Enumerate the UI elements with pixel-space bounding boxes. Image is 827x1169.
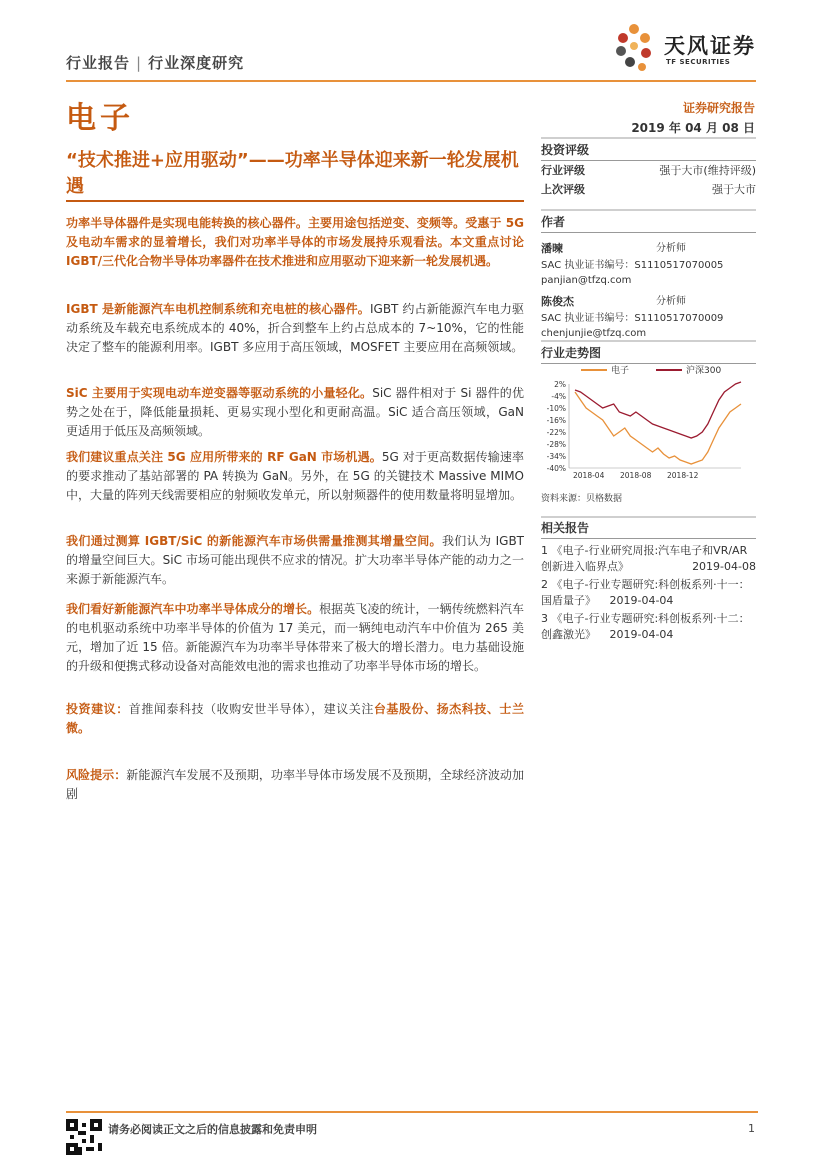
recommended-stocks: 台基股份、扬杰科技、士兰微。 <box>66 702 524 735</box>
logo-text-cn: 天风证券 <box>664 34 756 58</box>
paragraph-lead: 我们看好新能源汽车中功率半导体成分的增长。 <box>66 602 320 616</box>
igbt-paragraph <box>66 300 524 357</box>
sac-label: SAC 执业证书编号： <box>541 260 635 271</box>
company-logo <box>612 20 762 76</box>
analyst-name: 陈俊杰 <box>541 295 574 308</box>
logo-text-en: TF SECURITIES <box>666 58 731 66</box>
related-date: 2019-04-08 <box>692 560 756 573</box>
y-tick-label: -34% <box>546 452 566 461</box>
paragraph-lead: 我们建议重点关注 5G 应用所带来的 RF GaN 市场机遇。 <box>66 450 382 464</box>
trend-chart <box>541 362 756 490</box>
paragraph-body: IGBT 约占新能源汽车电力驱动系统及车载充电系统成本的 40%，折合到整车上约占总成本的 7~10%，它的性能决定了整车的能源利用率。IGBT 多应用于高压领域，MOSFET 主要应用在高频领域。 <box>66 302 525 354</box>
sac-number: S1110517070009 <box>634 313 724 324</box>
related-date: 2019-04-04 <box>609 594 674 607</box>
investment-advice <box>66 700 524 738</box>
related-title: 3 《电子-行业专题研究:科创板系列·十二：创鑫激光》 <box>541 612 750 641</box>
report-title: “技术推进+应用驱动”——功率半导体迎来新一轮发展机遇 <box>66 150 519 197</box>
header-rule <box>66 80 756 82</box>
y-tick-label: -40% <box>546 464 566 473</box>
sac-label: SAC 执业证书编号： <box>541 313 635 324</box>
analyst-card <box>541 239 756 288</box>
authors-box <box>541 213 756 341</box>
series-line <box>575 382 741 438</box>
footer-rule <box>66 1111 758 1113</box>
report-category <box>66 52 244 73</box>
y-tick-label: -16% <box>546 416 566 425</box>
paragraph-lead: 我们通过测算 IGBT/SiC 的新能源汽车市场供需量推测其增量空间。 <box>66 534 442 548</box>
sidebar-band <box>541 209 756 211</box>
report-type: 证券研究报告 <box>682 101 755 115</box>
analyst-email[interactable]: chenjunjie@tfzq.com <box>541 328 647 339</box>
related-box <box>541 520 756 643</box>
y-tick-label: -10% <box>546 404 566 413</box>
rating-value: 强于大市 <box>712 183 756 196</box>
growth-paragraph <box>66 600 524 676</box>
trend-box <box>541 344 756 364</box>
sac-number: S1110517070005 <box>634 260 724 271</box>
x-tick-label: 2018-12 <box>667 471 699 480</box>
related-item[interactable] <box>541 577 756 609</box>
authors-heading: 作者 <box>541 213 756 233</box>
y-tick-label: -4% <box>551 392 566 401</box>
rating-key: 上次评级 <box>541 183 585 196</box>
analyst-email[interactable]: panjian@tfzq.com <box>541 275 632 286</box>
related-heading: 相关报告 <box>541 520 756 539</box>
paragraph-lead: 风险提示： <box>66 768 127 782</box>
chart-source: 资料来源：贝格数据 <box>541 494 623 504</box>
paragraph-body: 首推闻泰科技（收购安世半导体），建议关注 <box>128 702 374 716</box>
y-tick-label: -22% <box>546 428 566 437</box>
related-date: 2019-04-04 <box>609 628 674 641</box>
paragraph-lead: SiC 主要用于实现电动车逆变器等驱动系统的小量轻化。 <box>66 386 373 400</box>
market-estimate-paragraph <box>66 532 524 589</box>
category-label: 行业报告 <box>66 54 131 72</box>
paragraph-body: 5G 对于更高数据传输速率的要求推动了基站部署的 PA 转换为 GaN。另外，在 5G 的关键技术 Massive MIMO 中，大量的阵列天线需要相应的射频收发单元，所以射频器件的使用数量将明显增加。 <box>66 450 524 502</box>
analyst-role: 分析师 <box>656 296 686 307</box>
sector-title: 电子 <box>66 101 134 136</box>
analyst-name: 潘暕 <box>541 242 563 255</box>
rf-gan-paragraph <box>66 448 524 505</box>
sic-paragraph <box>66 384 524 441</box>
analyst-role: 分析师 <box>656 243 686 254</box>
related-title: 1 《电子-行业研究周报:汽车电子和VR/AR 创新进入临界点》 <box>541 544 748 573</box>
rating-heading: 投资评级 <box>541 141 756 161</box>
related-title: 2 《电子-行业专题研究:科创板系列·十一：国盾量子》 <box>541 578 750 607</box>
rating-value: 强于大市(维持评级) <box>659 164 756 177</box>
flower-logo-icon <box>612 20 662 76</box>
related-item[interactable] <box>541 611 756 643</box>
page-number: 1 <box>748 1122 755 1135</box>
analyst-card <box>541 292 756 341</box>
rating-key: 行业评级 <box>541 164 585 177</box>
category-separator: | <box>136 54 143 72</box>
x-tick-label: 2018-04 <box>573 471 605 480</box>
rating-box <box>541 141 756 199</box>
paragraph-body: SiC 器件相对于 Si 器件的优势之处在于，降低能量损耗、更易实现小型化和更耐高温。SiC 适合高压领域，GaN 更适用于低压及高频领域。 <box>66 386 524 438</box>
paragraph-body: 根据英飞凌的统计，一辆传统燃料汽车的电机驱动系统中功率半导体的价值为 17 美元，而一辆纯电动汽车中价值为 265 美元，增加了近 15 倍。新能源汽车为功率半导体带来了极大的增长潜力。电力基础设施的升级和便携式移动设备对高能效电池的需求也推动了功率半导体市场的增长。 <box>66 602 524 673</box>
paragraph-lead: 功率半导体器件是实现电能转换的核心器件。主要用途包括逆变、变频等。受惠于 5G 及电动车需求的显着增长，我们对功率半导体的市场发展持乐观看法。本文重点讨论 IGBT/三代化合物半导体功率器件在技术推进和应用驱动下迎来新一轮发展机遇。 <box>66 216 524 268</box>
risk-notice <box>66 766 524 804</box>
sidebar-band <box>541 137 756 139</box>
legend-label: 电子 <box>611 366 630 376</box>
title-rule <box>66 200 524 202</box>
paragraph-lead: IGBT 是新能源汽车电机控制系统和充电桩的核心器件。 <box>66 302 370 316</box>
legend-label: 沪深300 <box>686 366 722 376</box>
subcategory-label: 行业深度研究 <box>148 54 245 72</box>
related-item[interactable] <box>541 543 756 575</box>
paragraph-body: 我们认为 IGBT 的增量空间巨大。SiC 市场可能出现供不应求的情况。扩大功率半导体产能的动力之一来源于新能源汽车。 <box>66 534 525 586</box>
rating-row <box>541 161 756 180</box>
series-line <box>575 392 741 464</box>
y-tick-label: -28% <box>546 440 566 449</box>
sidebar-band <box>541 340 756 342</box>
paragraph-body: 新能源汽车发展不及预期，功率半导体市场发展不及预期，全球经济波动加剧 <box>66 768 524 801</box>
sidebar-band <box>541 516 756 518</box>
summary-paragraph <box>66 214 524 271</box>
paragraph-lead: 投资建议： <box>66 702 129 716</box>
qr-code-icon <box>66 1119 102 1155</box>
disclaimer-notice: 请务必阅读正文之后的信息披露和免责申明 <box>108 1123 317 1136</box>
y-tick-label: 2% <box>554 380 566 389</box>
report-date: 2019 年 04 月 08 日 <box>631 121 755 135</box>
rating-row <box>541 180 756 199</box>
trend-heading: 行业走势图 <box>541 344 756 364</box>
x-tick-label: 2018-08 <box>620 471 652 480</box>
